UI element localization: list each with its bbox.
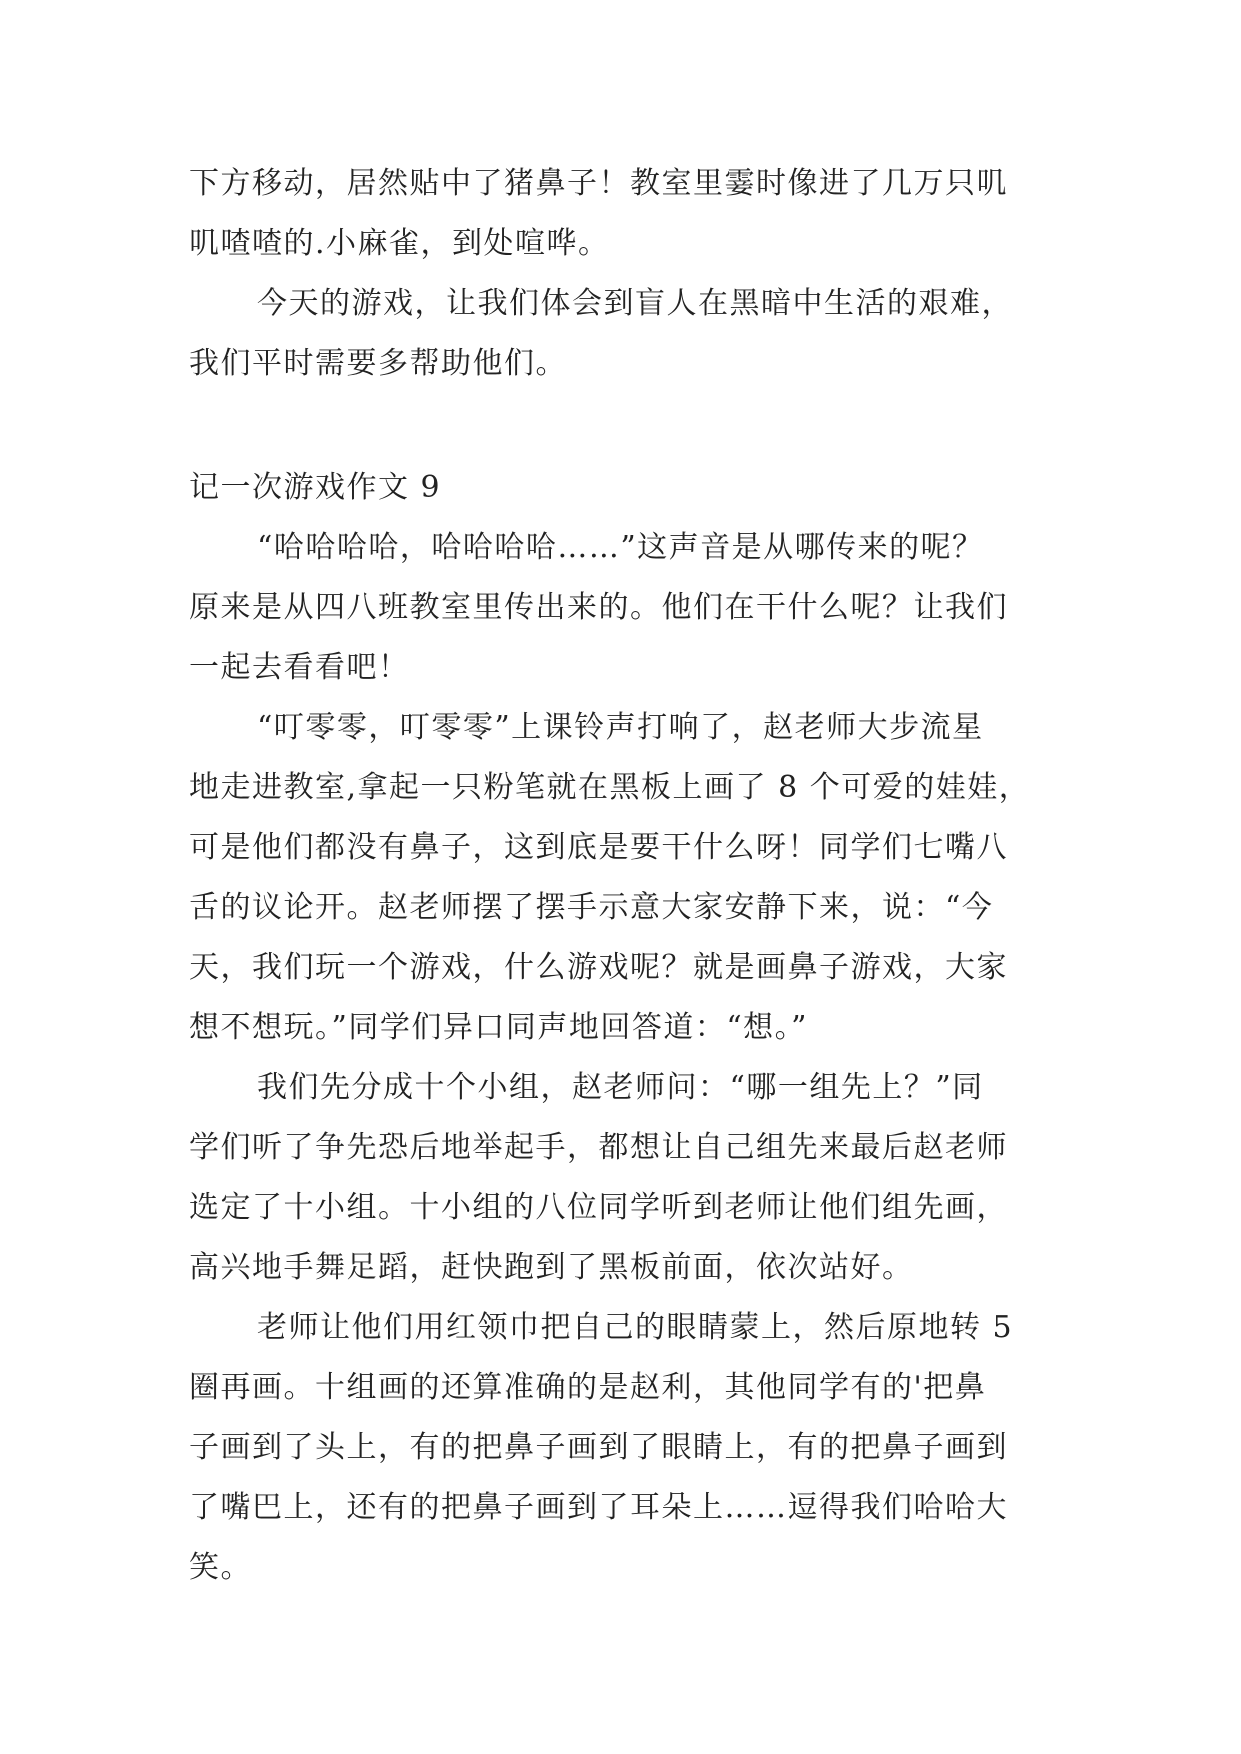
text-line: 地走进教室,拿起一只粉笔就在黑板上画了 8 个可爱的娃娃， bbox=[189, 770, 1031, 805]
paragraph bbox=[189, 274, 1049, 394]
text-line: 想不想玩。”同学们异口同声地回答道：“想。” bbox=[189, 1010, 809, 1045]
text-line: 叽喳喳的.小麻雀，到处喧哗。 bbox=[189, 226, 610, 261]
text-line: 子画到了头上，有的把鼻子画到了眼睛上，有的把鼻子画到 bbox=[189, 1430, 1008, 1465]
paragraph bbox=[189, 154, 1049, 274]
paragraph bbox=[189, 518, 1049, 698]
text-line: 圈再画。十组画的还算准确的是赵利，其他同学有的'把鼻 bbox=[189, 1370, 987, 1405]
text-line: 我们先分成十个小组，赵老师问：“哪一组先上？”同 bbox=[257, 1070, 984, 1105]
text-line: 笑。 bbox=[189, 1550, 252, 1585]
text-line: 今天的游戏，让我们体会到盲人在黑暗中生活的艰难， bbox=[257, 286, 1013, 321]
text-line: 高兴地手舞足蹈，赶快跑到了黑板前面，依次站好。 bbox=[189, 1250, 914, 1285]
text-line: 学们听了争先恐后地举起手，都想让自己组先来最后赵老师 bbox=[189, 1130, 1008, 1165]
text-line: 一起去看看吧！ bbox=[189, 650, 410, 685]
section-title: 记一次游戏作文 9 bbox=[189, 470, 442, 505]
essay-section bbox=[189, 458, 1049, 1598]
paragraph bbox=[189, 1058, 1049, 1298]
text-line: 下方移动，居然贴中了猪鼻子！教室里霎时像进了几万只叽 bbox=[189, 166, 1008, 201]
text-line: 选定了十小组。十小组的八位同学听到老师让他们组先画， bbox=[189, 1190, 1008, 1225]
text-line: 天，我们玩一个游戏，什么游戏呢？就是画鼻子游戏，大家 bbox=[189, 950, 1008, 985]
text-line: 了嘴巴上，还有的把鼻子画到了耳朵上……逗得我们哈哈大 bbox=[189, 1490, 1008, 1525]
paragraph bbox=[189, 698, 1049, 1058]
paragraph bbox=[189, 1298, 1049, 1598]
text-line: 老师让他们用红领巾把自己的眼睛蒙上，然后原地转 5 bbox=[257, 1310, 1014, 1345]
text-line: 舌的议论开。赵老师摆了摆手示意大家安静下来，说：“今 bbox=[189, 890, 994, 925]
text-line: “叮零零，叮零零”上课铃声打响了，赵老师大步流星 bbox=[257, 710, 984, 745]
text-line: 可是他们都没有鼻子，这到底是要干什么呀！同学们七嘴八 bbox=[189, 830, 1008, 865]
text-line: “哈哈哈哈，哈哈哈哈……”这声音是从哪传来的呢？ bbox=[257, 530, 984, 565]
text-line: 我们平时需要多帮助他们。 bbox=[189, 346, 567, 381]
text-line: 原来是从四八班教室里传出来的。他们在干什么呢？让我们 bbox=[189, 590, 1008, 625]
intro-text bbox=[189, 154, 1049, 394]
